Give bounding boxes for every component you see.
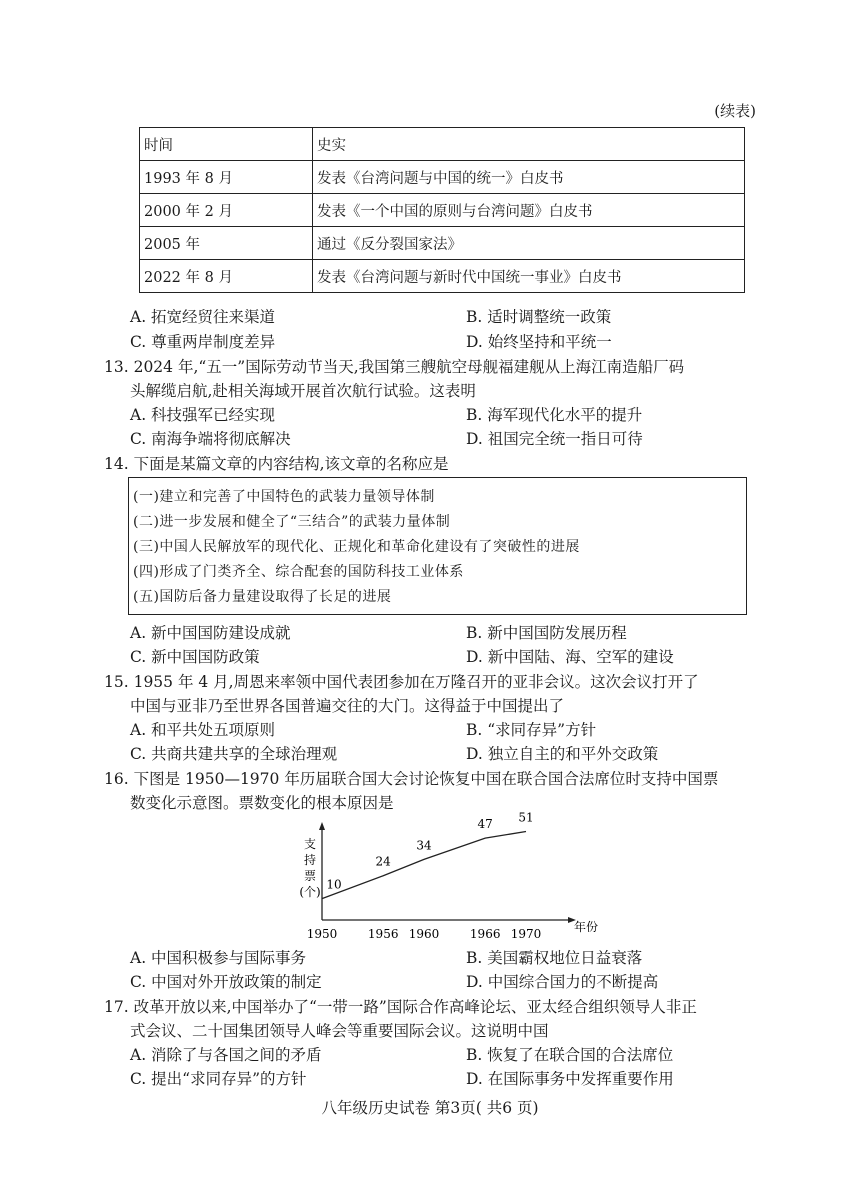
y-axis-label-char: (个) <box>299 885 321 899</box>
box-line: (三)中国人民解放军的现代化、正规化和革命化建设有了突破性的进展 <box>133 539 580 555</box>
q16-option-a[interactable]: A. 中国积极参与国际事务 <box>130 949 307 967</box>
table-row <box>140 227 745 260</box>
continued-table-label: (续表) <box>714 102 756 120</box>
q17-option-c[interactable]: C. 提出“求同存异”的方针 <box>130 1070 307 1088</box>
y-axis-label-char: 持 <box>303 853 317 867</box>
q17-stem-line1: 17. 改革开放以来,中国举办了“一带一路”国际合作高峰论坛、亚太经合组织领导人非正 <box>104 998 697 1016</box>
q15-option-b[interactable]: B. “求同存异”方针 <box>466 721 597 739</box>
x-tick-label: 1956 <box>367 927 399 941</box>
q14-stem: 14. 下面是某篇文章的内容结构,该文章的名称应是 <box>104 455 449 473</box>
x-tick-label: 1966 <box>469 927 501 941</box>
data-point-label: 24 <box>375 854 391 869</box>
table-cell-time: 2022 年 8 月 <box>140 260 313 293</box>
q16-stem-line2: 数变化示意图。票数变化的根本原因是 <box>130 794 394 812</box>
q13-option-a[interactable]: A. 科技强军已经实现 <box>130 406 276 424</box>
q12-option-c[interactable]: C. 尊重两岸制度差异 <box>130 333 276 351</box>
q12-option-b[interactable]: B. 适时调整统一政策 <box>466 308 612 326</box>
table-cell-event: 通过《反分裂国家法》 <box>313 227 745 260</box>
vote-count-chart <box>280 810 620 945</box>
q17-option-a[interactable]: A. 消除了与各国之间的矛盾 <box>130 1046 322 1064</box>
q14-option-a[interactable]: A. 新中国国防建设成就 <box>130 624 291 642</box>
history-events-table <box>139 127 745 293</box>
q14-option-d[interactable]: D. 新中国陆、海、空军的建设 <box>466 648 674 666</box>
table-row <box>140 161 745 194</box>
table-header-cell: 时间 <box>140 128 313 161</box>
q15-option-d[interactable]: D. 独立自主的和平外交政策 <box>466 745 659 763</box>
box-line: (四)形成了门类齐全、综合配套的国防科技工业体系 <box>133 564 464 580</box>
q14-option-c[interactable]: C. 新中国国防政策 <box>130 648 260 666</box>
page-footer: 八年级历史试卷 第3页( 共6 页) <box>321 1099 539 1117</box>
q12-option-a[interactable]: A. 拓宽经贸往来渠道 <box>130 308 276 326</box>
x-tick-label: 1960 <box>408 927 440 941</box>
table-cell-event: 发表《台湾问题与中国的统一》白皮书 <box>313 161 745 194</box>
box-line: (五)国防后备力量建设取得了长足的进展 <box>133 589 392 605</box>
q13-stem-line1: 13. 2024 年,“五一”国际劳动节当天,我国第三艘航空母舰福建舰从上海江南造船厂码 <box>104 358 685 376</box>
q13-option-b[interactable]: B. 海军现代化水平的提升 <box>466 406 643 424</box>
q14-option-b[interactable]: B. 新中国国防发展历程 <box>466 624 627 642</box>
q15-stem-line2: 中国与亚非乃至世界各国普遍交往的大门。这得益于中国提出了 <box>130 697 565 715</box>
y-axis-arrow <box>319 822 325 830</box>
data-point-label: 47 <box>477 817 493 832</box>
q13-option-d[interactable]: D. 祖国完全统一指日可待 <box>466 430 643 448</box>
table-cell-event: 发表《一个中国的原则与台湾问题》白皮书 <box>313 194 745 227</box>
x-tick-label: 1970 <box>510 927 542 941</box>
q15-stem-line1: 15. 1955 年 4 月,周恩来率领中国代表团参加在万隆召开的亚非会议。这次会议打开了 <box>104 673 699 691</box>
table-row <box>140 194 745 227</box>
table-row <box>140 260 745 293</box>
data-point-label: 10 <box>326 877 342 892</box>
q17-option-b[interactable]: B. 恢复了在联合国的合法席位 <box>466 1046 674 1064</box>
x-tick-label: 1950 <box>306 927 338 941</box>
box-line: (二)进一步发展和健全了“三结合”的武装力量体制 <box>133 514 451 530</box>
q12-option-d[interactable]: D. 始终坚持和平统一 <box>466 333 612 351</box>
q13-option-c[interactable]: C. 南海争端将彻底解决 <box>130 430 291 448</box>
data-point-label: 34 <box>416 838 432 853</box>
q17-option-d[interactable]: D. 在国际事务中发挥重要作用 <box>466 1070 674 1088</box>
table-header-cell: 史实 <box>313 128 745 161</box>
table-cell-event: 发表《台湾问题与新时代中国统一事业》白皮书 <box>313 260 745 293</box>
y-axis-label-char: 票 <box>303 869 317 883</box>
x-axis-label: 年份 <box>573 920 599 934</box>
q15-option-c[interactable]: C. 共商共建共享的全球治理观 <box>130 745 338 763</box>
article-structure-box <box>128 477 747 615</box>
q16-option-d[interactable]: D. 中国综合国力的不断提高 <box>466 973 659 991</box>
table-header-row <box>140 128 745 161</box>
q16-stem-line1: 16. 下图是 1950—1970 年历届联合国大会讨论恢复中国在联合国合法席位时支持中国票 <box>104 770 719 788</box>
box-line: (一)建立和完善了中国特色的武装力量领导体制 <box>133 489 435 505</box>
table-cell-time: 2005 年 <box>140 227 313 260</box>
q17-stem-line2: 式会议、二十国集团领导人峰会等重要国际会议。这说明中国 <box>130 1022 549 1040</box>
table-cell-time: 1993 年 8 月 <box>140 161 313 194</box>
q13-stem-line2: 头解缆启航,赴相关海域开展首次航行试验。这表明 <box>130 382 476 400</box>
y-axis-label-char: 支 <box>303 837 317 851</box>
q16-option-c[interactable]: C. 中国对外开放政策的制定 <box>130 973 322 991</box>
q16-option-b[interactable]: B. 美国霸权地位日益衰落 <box>466 949 643 967</box>
q15-option-a[interactable]: A. 和平共处五项原则 <box>130 721 276 739</box>
table-cell-time: 2000 年 2 月 <box>140 194 313 227</box>
data-point-label: 51 <box>518 810 534 825</box>
